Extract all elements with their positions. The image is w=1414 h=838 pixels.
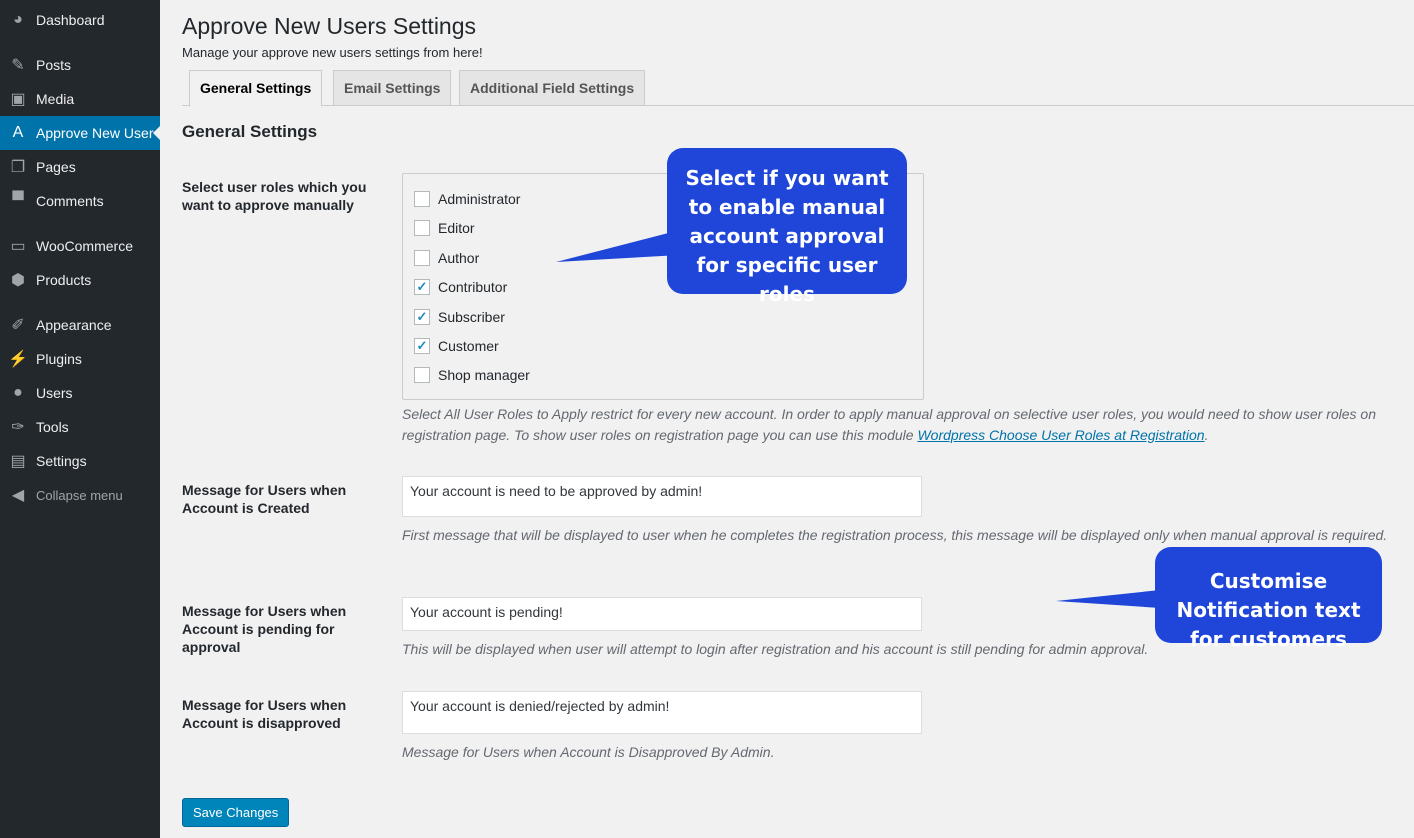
save-changes-button[interactable]: Save Changes [182,798,289,827]
roles-description: Select All User Roles to Apply restrict for every new account. In order to apply manual approval on selective user roles, you would need to show user roles on registration page. To show user roles on registration page you can use this module Wordpress Choose User Roles at Registration. [402,406,1377,443]
brush-icon: ✐ [11,317,25,334]
role-label: Editor [438,220,475,237]
sidebar-item-label: Settings [36,453,87,469]
message-created-input[interactable]: Your account is need to be approved by admin! [402,476,922,517]
sidebar-item-label: Comments [36,193,104,209]
sidebar-item-label: Pages [36,159,76,175]
tab-general-settings[interactable]: General Settings [189,70,322,107]
sidebar-item-label: Plugins [36,351,82,367]
field-desc-disapproved: Message for Users when Account is Disapproved By Admin. [402,744,775,760]
sidebar-item-label: Users [36,385,73,401]
sidebar-item-label: Tools [36,419,69,435]
plug-icon: ⚡ [8,351,28,368]
page-subtitle: Manage your approve new users settings from here! [182,45,483,60]
field-label-disapproved: Message for Users when Account is disapproved [182,697,347,731]
sidebar-item-label: Products [36,272,92,288]
checkbox[interactable]: ✓ [414,338,430,354]
field-label-pending: Message for Users when Account is pending for approval [182,603,347,655]
pages-icon: ❐ [10,159,26,176]
wrench-icon: ✑ [11,419,25,436]
sidebar-item-label: Posts [36,57,72,73]
pin-icon: ✎ [11,57,25,74]
sidebar-item-label: Media [36,91,75,107]
role-label: Administrator [438,191,521,207]
callout-roles: Select if you want to enable manual account approval for specific user roles [667,148,907,294]
message-pending-input[interactable]: Your account is pending! [402,597,922,631]
tab-additional-field-settings[interactable]: Additional Field Settings [459,70,645,106]
approve-icon: A [12,124,24,141]
collapse-icon: ◀ [11,487,25,504]
box-icon: ⬢ [11,272,25,289]
role-label: Shop manager [438,367,530,384]
sidebar-item-label: WooCommerce [36,238,133,254]
checkbox[interactable]: ✓ [414,279,430,295]
role-label: Contributor [438,279,508,296]
role-label: Author [438,249,480,266]
choose-roles-link[interactable]: Wordpress Choose User Roles at Registration [917,427,1205,443]
dashboard-icon: ◕ [13,11,23,28]
tab-email-settings[interactable]: Email Settings [333,70,451,106]
field-desc-created: First message that will be displayed to user when he completes the registration process, this message will be displayed only when manual approval is required. [402,527,1388,543]
roles-desc-text: Select All User Roles to Apply restrict for every new account. In order to apply manual approval on selective user roles, you would need to show user roles on registration page. To show user roles on registration page you can use this module [402,406,1377,443]
roles-label: Select user roles which you want to approve manually [182,179,367,213]
comment-icon: ▀ [12,192,24,209]
media-icon: ▣ [10,91,26,108]
field-label-created: Message for Users when Account is Created [182,482,347,516]
sliders-icon: ▤ [10,453,26,470]
callout-notification: Customise Notification text for customers [1155,547,1382,643]
sidebar-item-label: Approve New User [36,125,154,141]
user-icon: ● [13,384,23,401]
page-title: Approve New Users Settings [182,13,477,39]
sidebar-item-label: Dashboard [36,12,105,28]
section-title: General Settings [182,122,318,141]
collapse-label: Collapse menu [36,487,123,503]
message-disapproved-input[interactable]: Your account is denied/rejected by admin! [402,691,922,734]
role-label: Customer [438,338,499,354]
role-label: Subscriber [438,308,505,325]
sidebar-item-label: Appearance [36,317,112,333]
field-desc-pending: This will be displayed when user will attempt to login after registration and his account is still pending for admin approval. [402,641,1149,657]
checkbox[interactable]: ✓ [414,309,430,325]
callout-pointer-notification [1056,590,1160,608]
woo-icon: ▭ [10,238,26,255]
callout-pointer-roles [556,230,680,262]
